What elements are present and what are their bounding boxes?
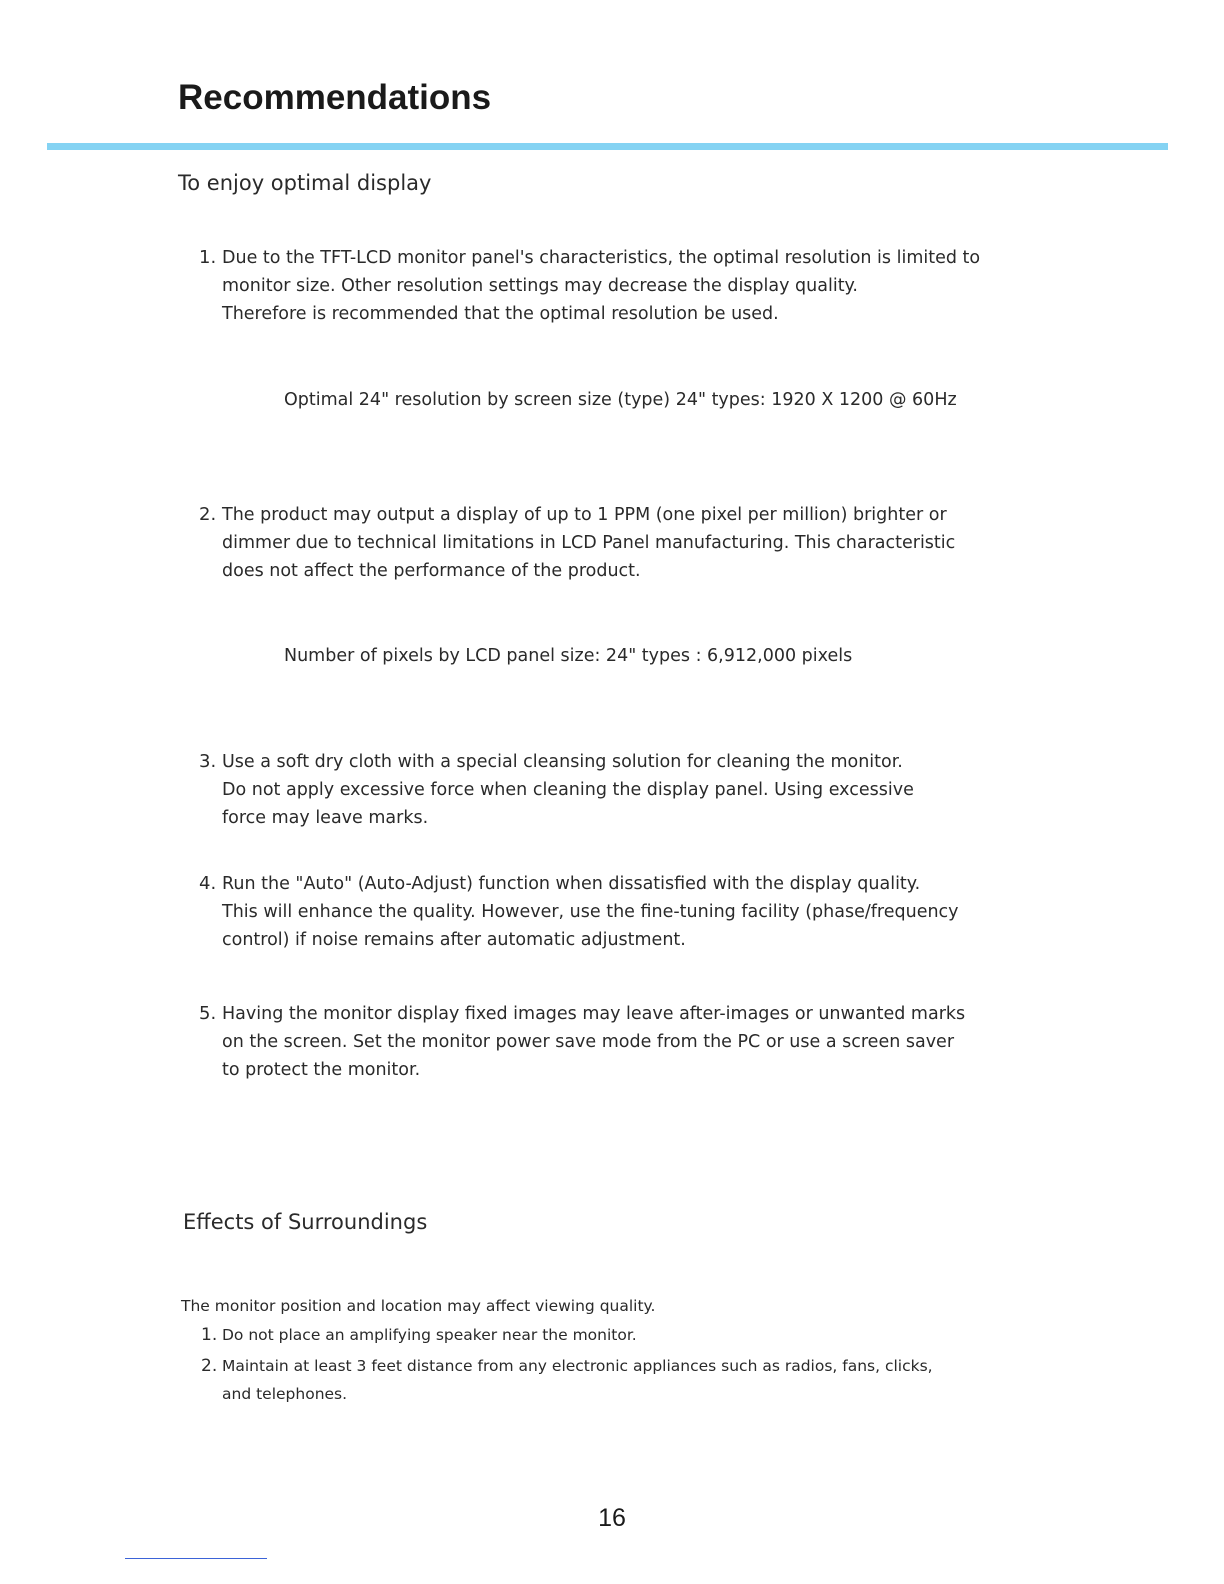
list-item bbox=[199, 501, 1099, 585]
list-item-text: to protect the monitor. bbox=[222, 1060, 421, 1080]
list-item-text: monitor size. Other resolution settings may decrease the display quality. bbox=[222, 276, 858, 296]
list-item-text: Do not apply excessive force when cleaning the display panel. Using excessive bbox=[222, 780, 914, 800]
list-item-text: does not affect the performance of the product. bbox=[222, 561, 641, 581]
footer-divider bbox=[125, 1558, 267, 1559]
list-item bbox=[199, 748, 1099, 832]
list-item-text: control) if noise remains after automatic adjustment. bbox=[222, 930, 686, 950]
list-item-text: Therefore is recommended that the optimal resolution be used. bbox=[222, 304, 779, 324]
list-item-text: force may leave marks. bbox=[222, 808, 429, 828]
resolution-note: Optimal 24" resolution by screen size (type) 24" types: 1920 X 1200 @ 60Hz bbox=[284, 390, 957, 410]
list-item-number: 3. bbox=[199, 751, 217, 772]
list-item-text: Having the monitor display fixed images may leave after-images or unwanted marks bbox=[222, 1004, 966, 1024]
list-item-number: 1. bbox=[199, 247, 217, 268]
title-divider bbox=[47, 143, 1168, 150]
list-item-text: Maintain at least 3 feet distance from any electronic appliances such as radios, fans, clicks, bbox=[222, 1357, 933, 1375]
list-item bbox=[199, 870, 1099, 954]
list-item-text: Do not place an amplifying speaker near the monitor. bbox=[222, 1326, 637, 1344]
list-item bbox=[199, 1000, 1099, 1084]
page-title: Recommendations bbox=[178, 78, 492, 117]
list-item-number: 1. bbox=[201, 1325, 218, 1345]
list-item bbox=[201, 1352, 1101, 1408]
list-item bbox=[201, 1321, 1101, 1349]
list-item-text: The product may output a display of up to 1 PPM (one pixel per million) brighter or bbox=[222, 505, 947, 525]
list-item-text: Use a soft dry cloth with a special cleansing solution for cleaning the monitor. bbox=[222, 752, 903, 772]
list-item-text: Run the "Auto" (Auto-Adjust) function when dissatisfied with the display quality. bbox=[222, 874, 921, 894]
list-item-number: 5. bbox=[199, 1003, 217, 1024]
section-heading-surroundings: Effects of Surroundings bbox=[183, 1210, 428, 1234]
page-number: 16 bbox=[598, 1504, 626, 1532]
list-item-text: on the screen. Set the monitor power save mode from the PC or use a screen saver bbox=[222, 1032, 955, 1052]
list-item-text: Due to the TFT-LCD monitor panel's characteristics, the optimal resolution is limited to bbox=[222, 248, 981, 268]
list-item-number: 2. bbox=[199, 504, 217, 525]
pixels-note: Number of pixels by LCD panel size: 24" types : 6,912,000 pixels bbox=[284, 646, 853, 666]
list-item-number: 2. bbox=[201, 1356, 218, 1376]
list-item-number: 4. bbox=[199, 873, 217, 894]
list-item-text: This will enhance the quality. However, use the fine-tuning facility (phase/frequency bbox=[222, 902, 959, 922]
surroundings-intro: The monitor position and location may affect viewing quality. bbox=[181, 1297, 656, 1315]
list-item-text: and telephones. bbox=[222, 1385, 348, 1403]
list-item bbox=[199, 244, 1099, 328]
list-item-text: dimmer due to technical limitations in LCD Panel manufacturing. This characteristic bbox=[222, 533, 956, 553]
section-heading-optimal-display: To enjoy optimal display bbox=[178, 171, 432, 195]
